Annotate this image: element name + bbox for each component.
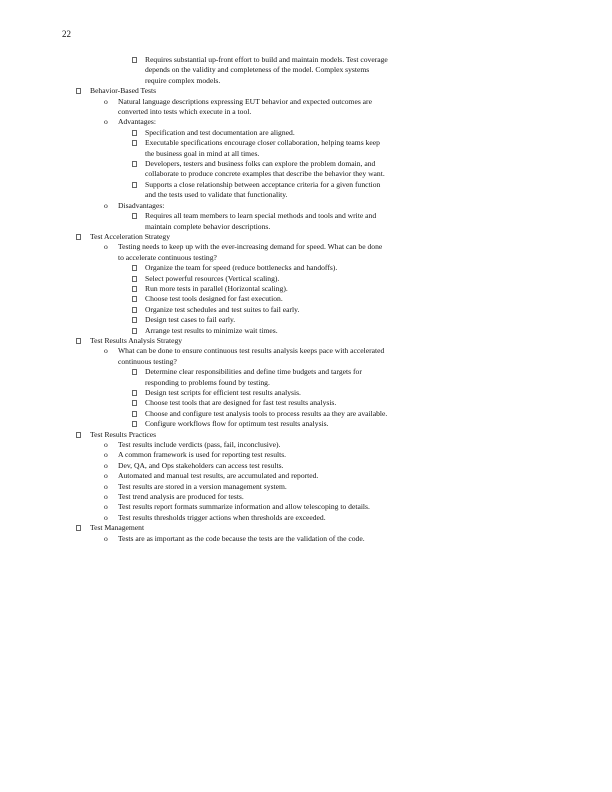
outline-line-level-2: [70, 357, 460, 367]
outline-line-level-3: [70, 159, 460, 169]
outline-line-level-2: [70, 346, 460, 356]
line-text: and the tests used to validate that functionality.: [145, 190, 288, 200]
line-text: Organize the team for speed (reduce bottlenecks and handoffs).: [145, 263, 338, 273]
outline-line-level-3: [70, 169, 460, 179]
line-text: Executable specifications encourage closer collaboration, helping teams keep: [145, 138, 380, 148]
outline-line-level-2: [70, 440, 460, 450]
line-text: Choose test tools designed for fast execution.: [145, 294, 283, 304]
line-text: Disadvantages:: [118, 200, 165, 210]
line-text: maintain complete behavior descriptions.: [145, 221, 271, 231]
circle-bullet-icon: o: [104, 460, 108, 470]
outline-line-level-3: [70, 409, 460, 419]
outline-line-level-2: [70, 97, 460, 107]
line-text: converted into tests which execute in a tool.: [118, 107, 252, 117]
line-text: responding to problems found by testing.: [145, 377, 270, 387]
outline-line-level-3: [70, 274, 460, 284]
outline-line-level-2: [70, 534, 460, 544]
line-text: Test trend analysis are produced for tests.: [118, 492, 244, 502]
line-text: What can be done to ensure continuous test results analysis keeps pace with accelerated: [118, 346, 385, 356]
line-text: Test results are stored in a version management system.: [118, 481, 287, 491]
circle-bullet-icon: o: [104, 450, 108, 460]
line-text: Requires substantial up-front effort to build and maintain models. Test coverage: [145, 55, 388, 64]
outline-line-level-3: [70, 388, 460, 398]
line-text: Test results include verdicts (pass, fail, inconclusive).: [118, 440, 281, 450]
line-text: Test results report formats summarize information and allow telescoping to details.: [118, 502, 370, 512]
line-text: the business goal in mind at all times.: [145, 148, 260, 158]
line-text: require complex models.: [145, 75, 221, 85]
line-text: A common framework is used for reporting test results.: [118, 450, 287, 460]
circle-bullet-icon: o: [104, 200, 108, 210]
line-text: Determine clear responsibilities and define time budgets and targets for: [145, 367, 362, 377]
outline-line-level-1: [70, 430, 460, 440]
outline-line-level-1: [70, 523, 460, 533]
line-text: Choose test tools that are designed for fast test results analysis.: [145, 398, 337, 408]
line-text: Test results thresholds trigger actions when thresholds are exceeded.: [118, 512, 326, 522]
outline-line-level-2: [70, 461, 460, 471]
outline-line-level-1: [70, 86, 460, 96]
line-text: Developers, testers and business folks can explore the problem domain, and: [145, 159, 376, 169]
line-text: Run more tests in parallel (Horizontal scaling).: [145, 283, 288, 293]
line-text: depends on the validity and completeness of the model. Complex systems: [145, 65, 370, 75]
line-text: Design test scripts for efficient test results analysis.: [145, 388, 301, 397]
circle-bullet-icon: o: [104, 492, 108, 502]
circle-bullet-icon: o: [104, 502, 108, 512]
circle-bullet-icon: o: [104, 96, 108, 106]
page-number: 22: [62, 29, 71, 39]
line-text: continuous testing?: [118, 356, 177, 366]
line-text: Organize test schedules and test suites to fail early.: [145, 304, 300, 314]
outline-line-level-3: [70, 419, 460, 429]
line-text: Tests are as important as the code because the tests are the validation of the code.: [118, 533, 365, 543]
outline-line-level-2: [70, 502, 460, 512]
outline-line-level-2: [70, 242, 460, 252]
circle-bullet-icon: o: [104, 471, 108, 481]
outline-line-level-1: [70, 336, 460, 346]
outline-line-level-2: [70, 513, 460, 523]
outline-line-level-3: [70, 378, 460, 388]
line-text: Requires all team members to learn special methods and tools and write and: [145, 211, 377, 221]
outline-line-level-3: [70, 263, 460, 273]
line-text: Supports a close relationship between acceptance criteria for a given function: [145, 179, 381, 189]
circle-bullet-icon: o: [104, 481, 108, 491]
outline-line-level-3: [70, 138, 460, 148]
outline-line-level-2: [70, 450, 460, 460]
line-text: Testing needs to keep up with the ever-increasing demand for speed. What can be done: [118, 242, 383, 252]
outline-line-level-3: [70, 65, 460, 75]
line-text: Advantages:: [118, 117, 156, 127]
circle-bullet-icon: o: [104, 242, 108, 252]
outline-line-level-3: [70, 294, 460, 304]
outline-line-level-1: [70, 232, 460, 242]
outline-line-level-3: [70, 222, 460, 232]
line-text: Test Acceleration Strategy: [90, 231, 171, 241]
outline-line-level-2: [70, 471, 460, 481]
circle-bullet-icon: o: [104, 117, 108, 127]
outline-line-level-3: [70, 128, 460, 138]
line-text: Dev, QA, and Ops stakeholders can access test results.: [118, 460, 284, 470]
outline-line-level-2: [70, 201, 460, 211]
outline-line-level-2: [70, 492, 460, 502]
outline-line-level-3: [70, 367, 460, 377]
outline-line-level-3: [70, 190, 460, 200]
line-text: to accelerate continuous testing?: [118, 252, 217, 262]
line-text: Select powerful resources (Vertical scaling).: [145, 273, 280, 283]
outline-line-level-3: [70, 211, 460, 221]
line-text: Choose and configure test analysis tools to process results aa they are available.: [145, 408, 388, 418]
circle-bullet-icon: o: [104, 512, 108, 522]
outline-line-level-3: [70, 305, 460, 315]
line-text: Arrange test results to minimize wait times.: [145, 325, 278, 335]
outline-line-level-3: [70, 284, 460, 294]
circle-bullet-icon: o: [104, 440, 108, 450]
line-text: Test Results Analysis Strategy: [90, 335, 183, 345]
outline-line-level-3: [70, 326, 460, 336]
line-text: Test Results Practices: [90, 429, 157, 439]
line-text: Configure workflows flow for optimum test results analysis.: [145, 419, 329, 429]
outline-line-level-2: [70, 117, 460, 127]
line-text: collaborate to produce concrete examples that describe the behavior they want.: [145, 169, 385, 179]
outline-line-level-3: [70, 180, 460, 190]
document-body: [70, 55, 460, 544]
outline-line-level-2: [70, 482, 460, 492]
outline-line-level-2: [70, 107, 460, 117]
line-text: Test Management: [90, 523, 145, 533]
outline-line-level-3: [70, 398, 460, 408]
line-text: Specification and test documentation are aligned.: [145, 127, 295, 137]
circle-bullet-icon: o: [104, 346, 108, 356]
line-text: Automated and manual test results, are accumulated and reported.: [118, 471, 319, 481]
outline-line-level-3: [70, 149, 460, 159]
outline-line-level-2: [70, 253, 460, 263]
circle-bullet-icon: o: [104, 533, 108, 543]
outline-line-level-3: [70, 76, 460, 86]
outline-line-level-3: [70, 315, 460, 325]
line-text: Behavior-Based Tests: [90, 86, 157, 96]
line-text: Design test cases to fail early.: [145, 315, 236, 325]
line-text: Natural language descriptions expressing EUT behavior and expected outcomes are: [118, 96, 372, 106]
outline-line-level-3: [70, 55, 460, 65]
